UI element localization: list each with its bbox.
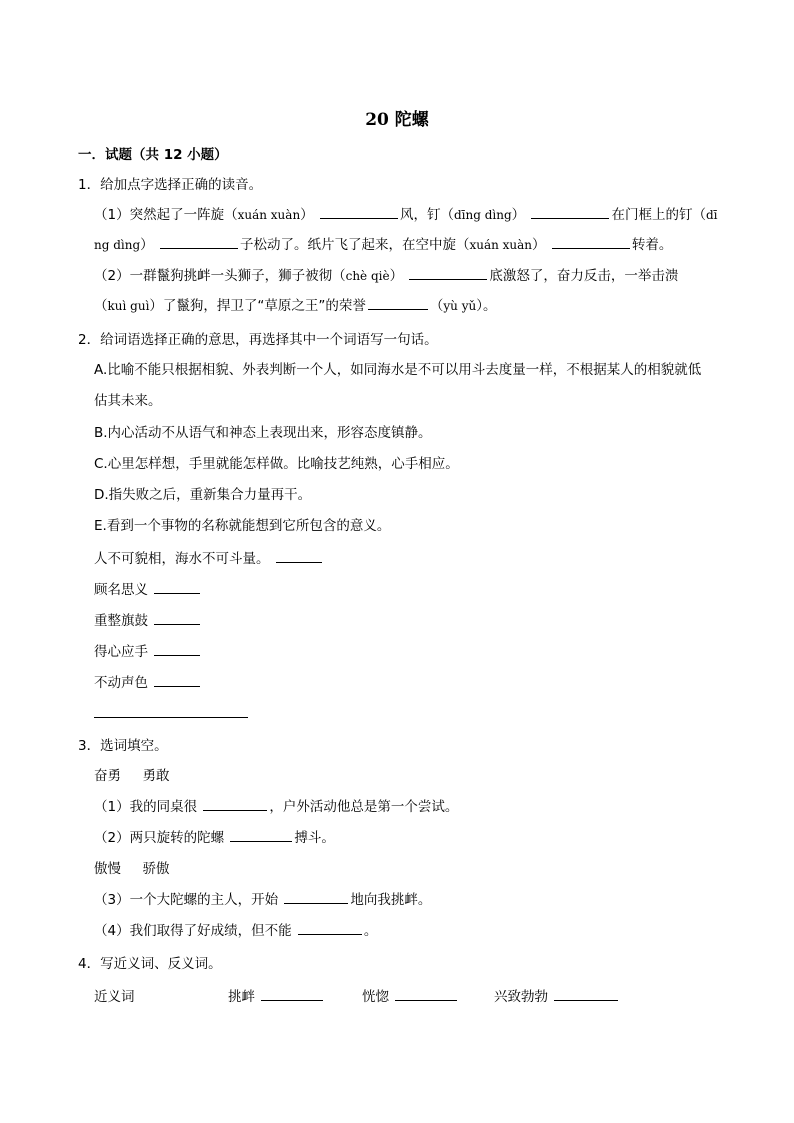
answer-blank[interactable] [395, 988, 457, 1001]
q3-text: （3）一个大陀螺的主人，开始 [94, 892, 279, 908]
q3-text: （4）我们取得了好成绩，但不能 [94, 923, 292, 939]
answer-blank[interactable] [276, 550, 322, 563]
answer-blank[interactable] [320, 206, 398, 219]
q1-text: ） [511, 207, 526, 223]
q3-sentence-1 [94, 798, 458, 816]
q1-text: （1）突然起了一阵旋（ [94, 207, 238, 223]
q2-option-a: A.比喻不能只根据相貌、外表判断一个人，如同海水是不可以用斗去度量一样，不根据某人的相貌就低 [94, 362, 702, 378]
pinyin-option: dīng dìng [453, 208, 512, 222]
answer-blank[interactable] [203, 798, 267, 811]
q3-text: （1）我的同桌很 [94, 799, 198, 815]
q3-text: 搏斗。 [294, 830, 335, 846]
q3-sentence-4 [94, 922, 377, 940]
answer-blank[interactable] [230, 829, 292, 842]
q3-choice-word: 傲慢 [94, 861, 121, 877]
q2-option-b: B.内心活动不从语气和神态上表现出来，形容态度镇静。 [94, 425, 432, 441]
q1-text: ） [300, 207, 314, 223]
answer-blank[interactable] [552, 236, 630, 249]
q2-word: 人不可貌相，海水不可斗量。 [94, 551, 270, 567]
q4-item [494, 988, 620, 1006]
q1-text: ） [140, 237, 154, 253]
q1-text: （2）一群鬣狗挑衅一头狮子，狮子被彻（ [94, 268, 346, 284]
q1-text: ）了鬣狗，捍卫了“草原之王”的荣誉 [149, 298, 366, 314]
q3-choice-word: 奋勇 [94, 768, 121, 784]
q2-sentence-line [94, 705, 248, 723]
q1-line3 [94, 267, 678, 285]
q2-stem: 2．给词语选择正确的意思，再选择其中一个词语写一句话。 [78, 332, 438, 348]
answer-blank[interactable] [154, 643, 200, 656]
q2-option-e: E.看到一个事物的名称就能想到它所包含的意义。 [94, 518, 391, 534]
q3-sentence-2 [94, 829, 335, 847]
q4-word: 兴致勃勃 [494, 989, 548, 1005]
q2-option-a-cont: 估其未来。 [94, 393, 162, 409]
q2-word-row [94, 612, 202, 630]
q4-word: 挑衅 [228, 989, 255, 1005]
q4-label: 近义词 [94, 989, 135, 1005]
q1-line4 [94, 297, 497, 315]
q1-text: 子松动了。纸片飞了起来，在空中旋（ [239, 237, 470, 253]
q2-word: 顾名思义 [94, 582, 148, 598]
answer-blank[interactable] [154, 612, 200, 625]
q4-item [362, 988, 459, 1006]
answer-blank[interactable] [284, 891, 348, 904]
q3-text: 地向我挑衅。 [350, 892, 432, 908]
q3-choice-word: 骄傲 [142, 861, 170, 877]
q1-text: 底激怒了，奋力反击，一举击溃 [489, 268, 679, 284]
q4-word: 恍惚 [362, 989, 389, 1005]
q4-item [228, 988, 325, 1006]
answer-blank[interactable] [94, 705, 248, 718]
answer-blank[interactable] [409, 267, 487, 280]
pinyin-option: kuì guì [107, 299, 150, 313]
q1-text: ） [532, 237, 546, 253]
answer-blank[interactable] [154, 674, 200, 687]
q1-line2 [94, 236, 672, 254]
q1-text: 在门框上的钉（ [611, 207, 706, 223]
q1-stem: 1．给加点字选择正确的读音。 [78, 177, 263, 193]
q1-line1 [94, 206, 717, 224]
q2-word-row [94, 643, 202, 661]
answer-blank[interactable] [154, 581, 200, 594]
q3-sentence-3 [94, 891, 431, 909]
q3-word-group-1 [94, 767, 169, 785]
q3-text: （2）两只旋转的陀螺 [94, 830, 225, 846]
q2-word-row [94, 674, 202, 692]
answer-blank[interactable] [531, 206, 609, 219]
q1-text: （ [94, 298, 108, 314]
answer-blank[interactable] [298, 922, 362, 935]
pinyin-option: xuán xuàn [469, 238, 533, 252]
pinyin-option: yù yǔ [443, 299, 477, 313]
pinyin-option: xuán xuàn [237, 208, 301, 222]
section-heading: 一．试题（共 12 小题） [78, 147, 228, 163]
q1-text: ）。 [476, 298, 497, 314]
pinyin-option: ng dìng [94, 238, 141, 252]
answer-blank[interactable] [368, 297, 428, 310]
answer-blank[interactable] [554, 988, 618, 1001]
answer-blank[interactable] [160, 236, 238, 249]
q2-option-d: D.指失败之后，重新集合力量再干。 [94, 487, 312, 503]
pinyin-option: chè qiè [345, 269, 390, 283]
q2-option-c: C.心里怎样想，手里就能怎样做。比喻技艺纯熟，心手相应。 [94, 456, 459, 472]
q2-word: 得心应手 [94, 644, 148, 660]
q3-stem: 3．选词填空。 [78, 738, 168, 754]
q1-text: 风，钉（ [399, 207, 454, 223]
page-title: 20 陀螺 [365, 110, 429, 130]
q2-word: 不动声色 [94, 675, 148, 691]
q1-text: ） [389, 268, 404, 284]
q3-text: 。 [363, 923, 378, 939]
q2-word-row [94, 550, 324, 568]
q2-word-row [94, 581, 202, 599]
pinyin-option: dī [705, 208, 718, 222]
q1-text: 转着。 [631, 237, 673, 253]
q2-word: 重整旗鼓 [94, 613, 148, 629]
q3-text: ，户外活动他总是第一个尝试。 [269, 799, 459, 815]
q4-stem: 4．写近义词、反义词。 [78, 956, 222, 972]
q3-word-group-2 [94, 860, 169, 878]
q1-text: （ [429, 298, 444, 314]
q3-choice-word: 勇敢 [142, 768, 170, 784]
answer-blank[interactable] [261, 988, 323, 1001]
